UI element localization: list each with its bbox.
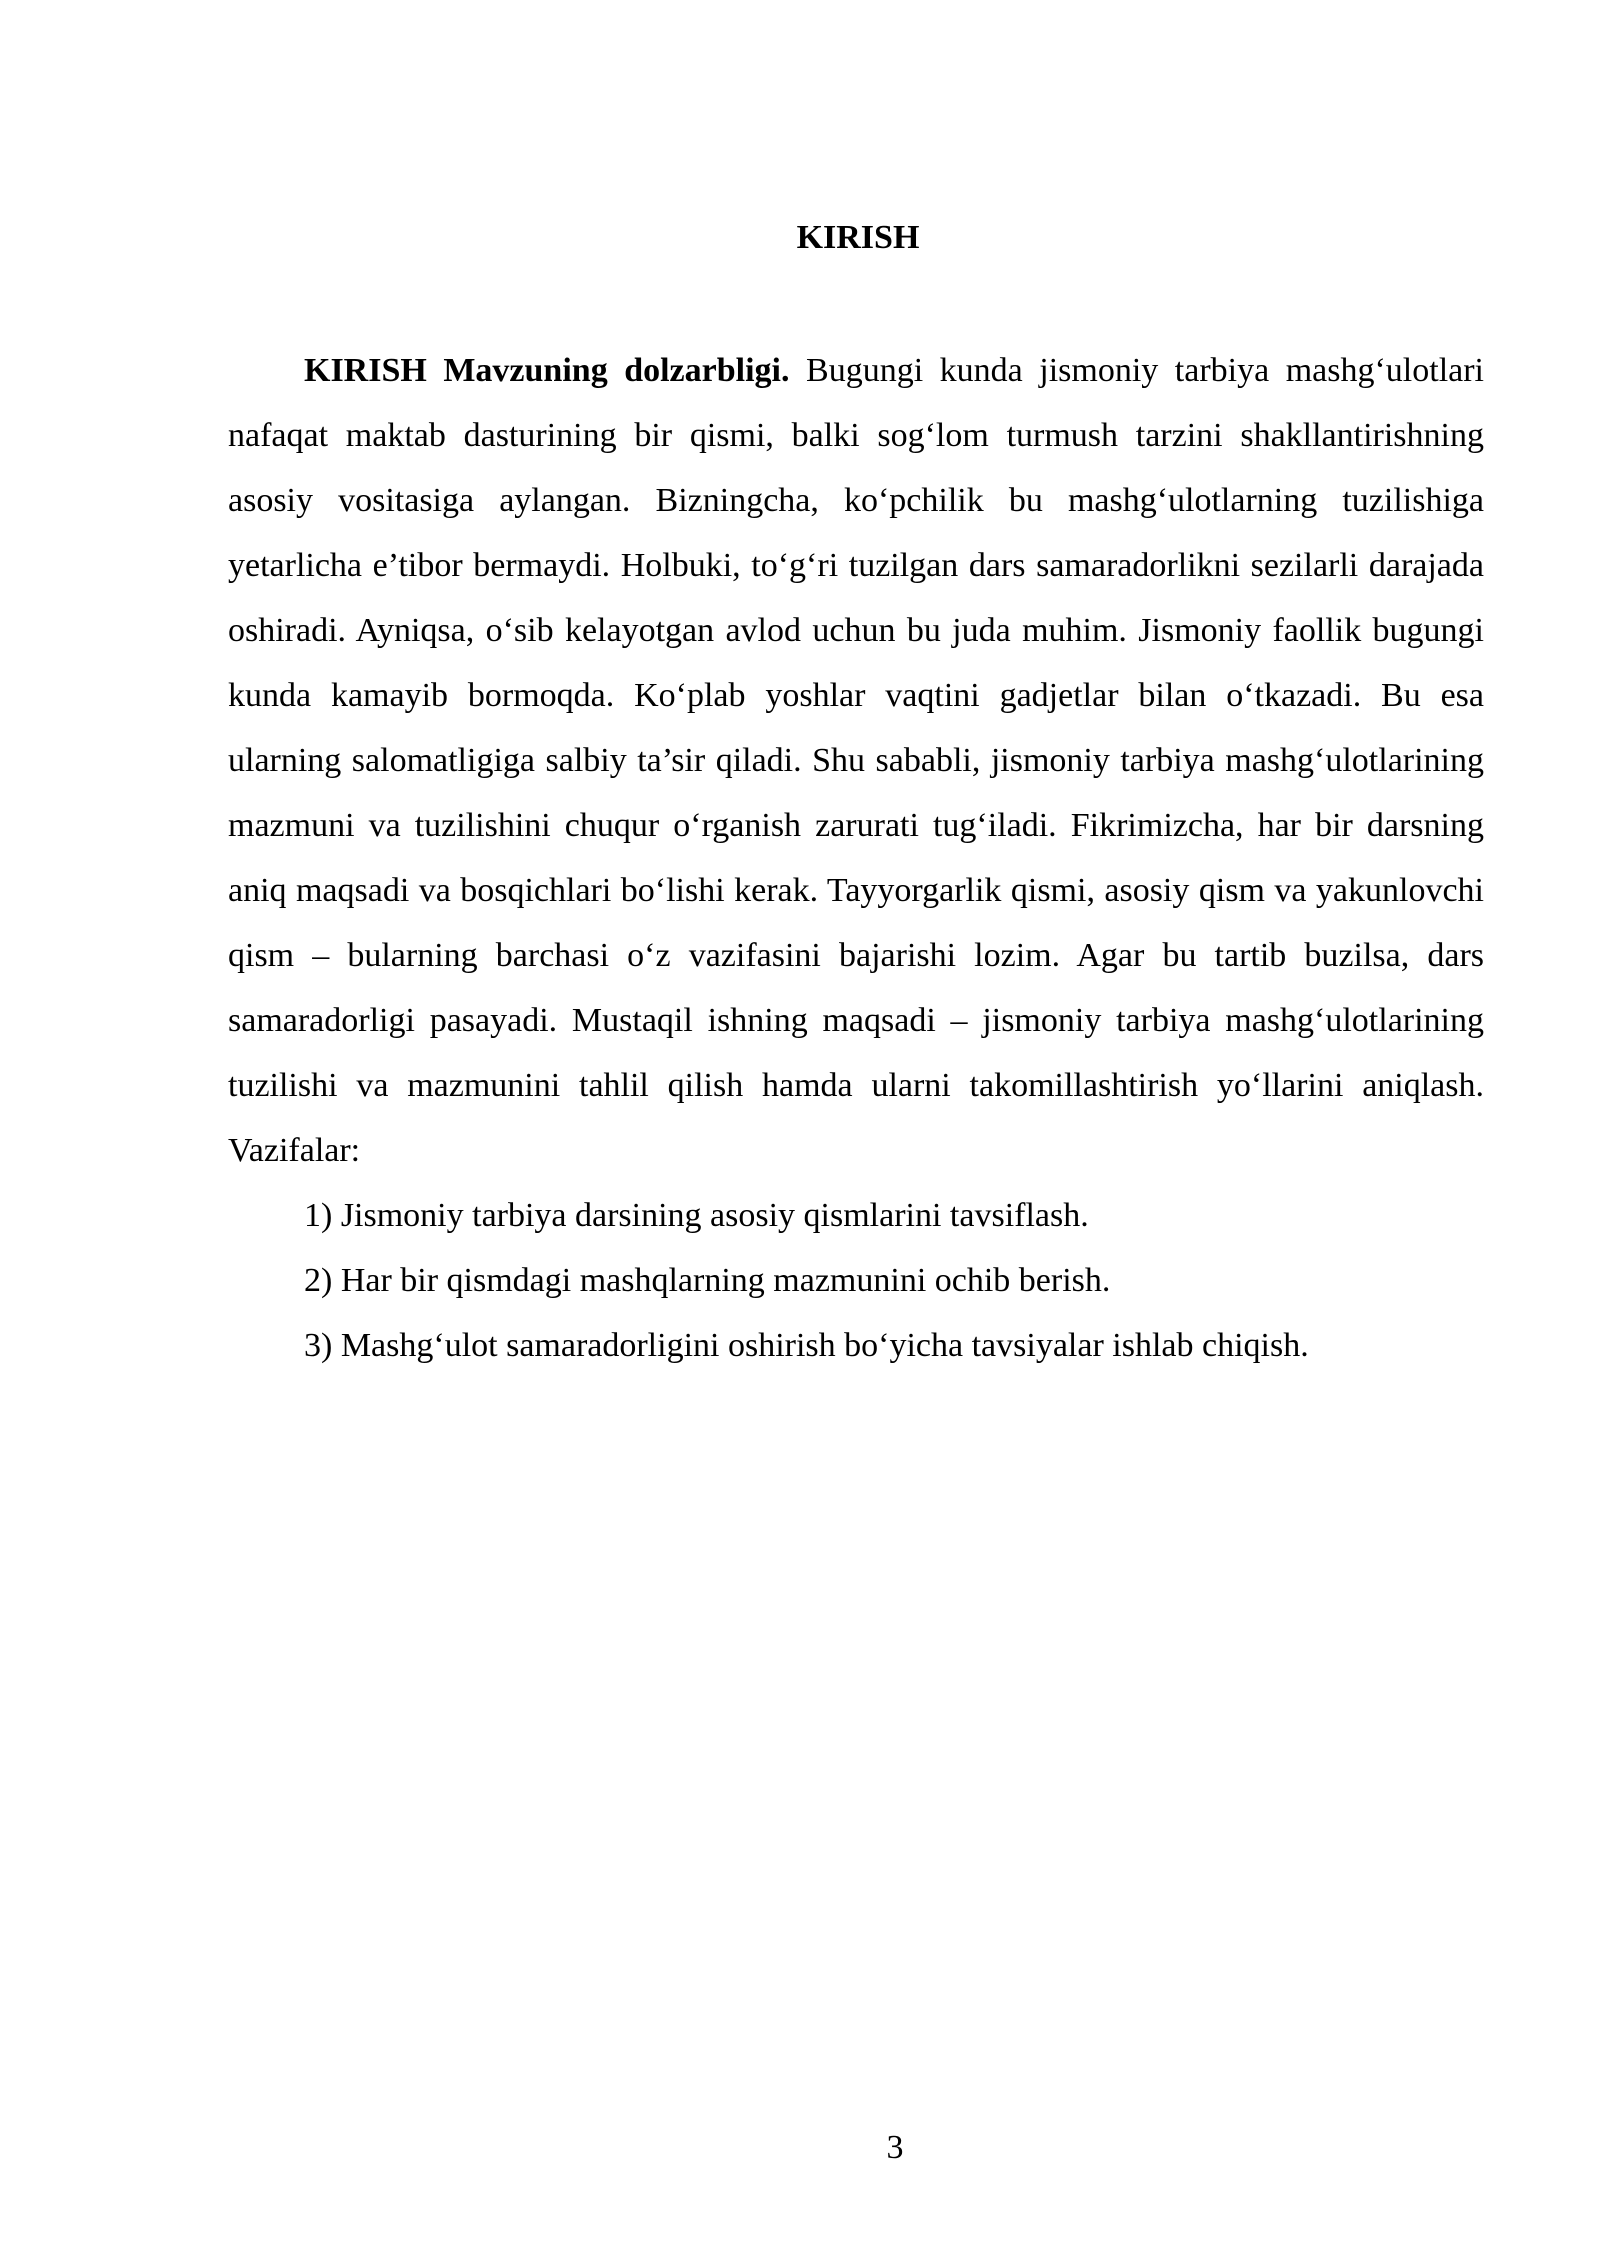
task-item-3: 3) Mashg‘ulot samaradorligini oshirish bo‘yicha tavsiyalar ishlab chiqish. bbox=[304, 1327, 1309, 1364]
section-title: KIRISH bbox=[796, 219, 920, 256]
body-text bbox=[228, 338, 1484, 1378]
paragraph-text: Bugungi kunda jismoniy tarbiya mashg‘ulotlari nafaqat maktab dasturining bir qismi, balki sog‘lom turmush tarzini shakllantirishning asosiy vositasiga aylangan. Bizningcha, ko‘pchilik bu mashg‘ulotlarning tuzilishiga yetarlicha e’tibor bermaydi. Holbuki, to‘g‘ri tuzilgan dars samaradorlikni sezilarli darajada oshiradi. Ayniqsa, o‘sib kelayotgan avlod uchun bu juda muhim. Jismoniy faollik bugungi kunda kamayib bormoqda. Ko‘plab yoshlar vaqtini gadjetlar bilan o‘tkazadi. Bu esa ularning salomatligiga salbiy ta’sir qiladi. Shu sababli, jismoniy tarbiya mashg‘ulotlarining mazmuni va tuzilishini chuqur o‘rganish zarurati tug‘iladi. Fikrimizcha, har bir darsning aniq maqsadi va bosqichlari bo‘lishi kerak. Tayyorgarlik qismi, asosiy qism va yakunlovchi qism – bularning barchasi o‘z vazifasini bajarishi lozim. Agar bu tartib buzilsa, dars samaradorligi pasayadi. Mustaqil ishning maqsadi – jismoniy tarbiya mashg‘ulotlarining tuzilishi va mazmunini tahlil qilish hamda ularni takomillashtirish yo‘llarini aniqlash. Vazifalar: bbox=[228, 352, 1484, 1169]
page-number: 3 bbox=[886, 2129, 904, 2166]
intro-paragraph bbox=[228, 338, 1484, 1183]
task-item-1: 1) Jismoniy tarbiya darsining asosiy qismlarini tavsiflash. bbox=[304, 1197, 1089, 1234]
task-item-2: 2) Har bir qismdagi mashqlarning mazmunini ochib berish. bbox=[304, 1262, 1111, 1299]
paragraph-lead: KIRISH Mavzuning dolzarbligi. bbox=[304, 352, 790, 389]
